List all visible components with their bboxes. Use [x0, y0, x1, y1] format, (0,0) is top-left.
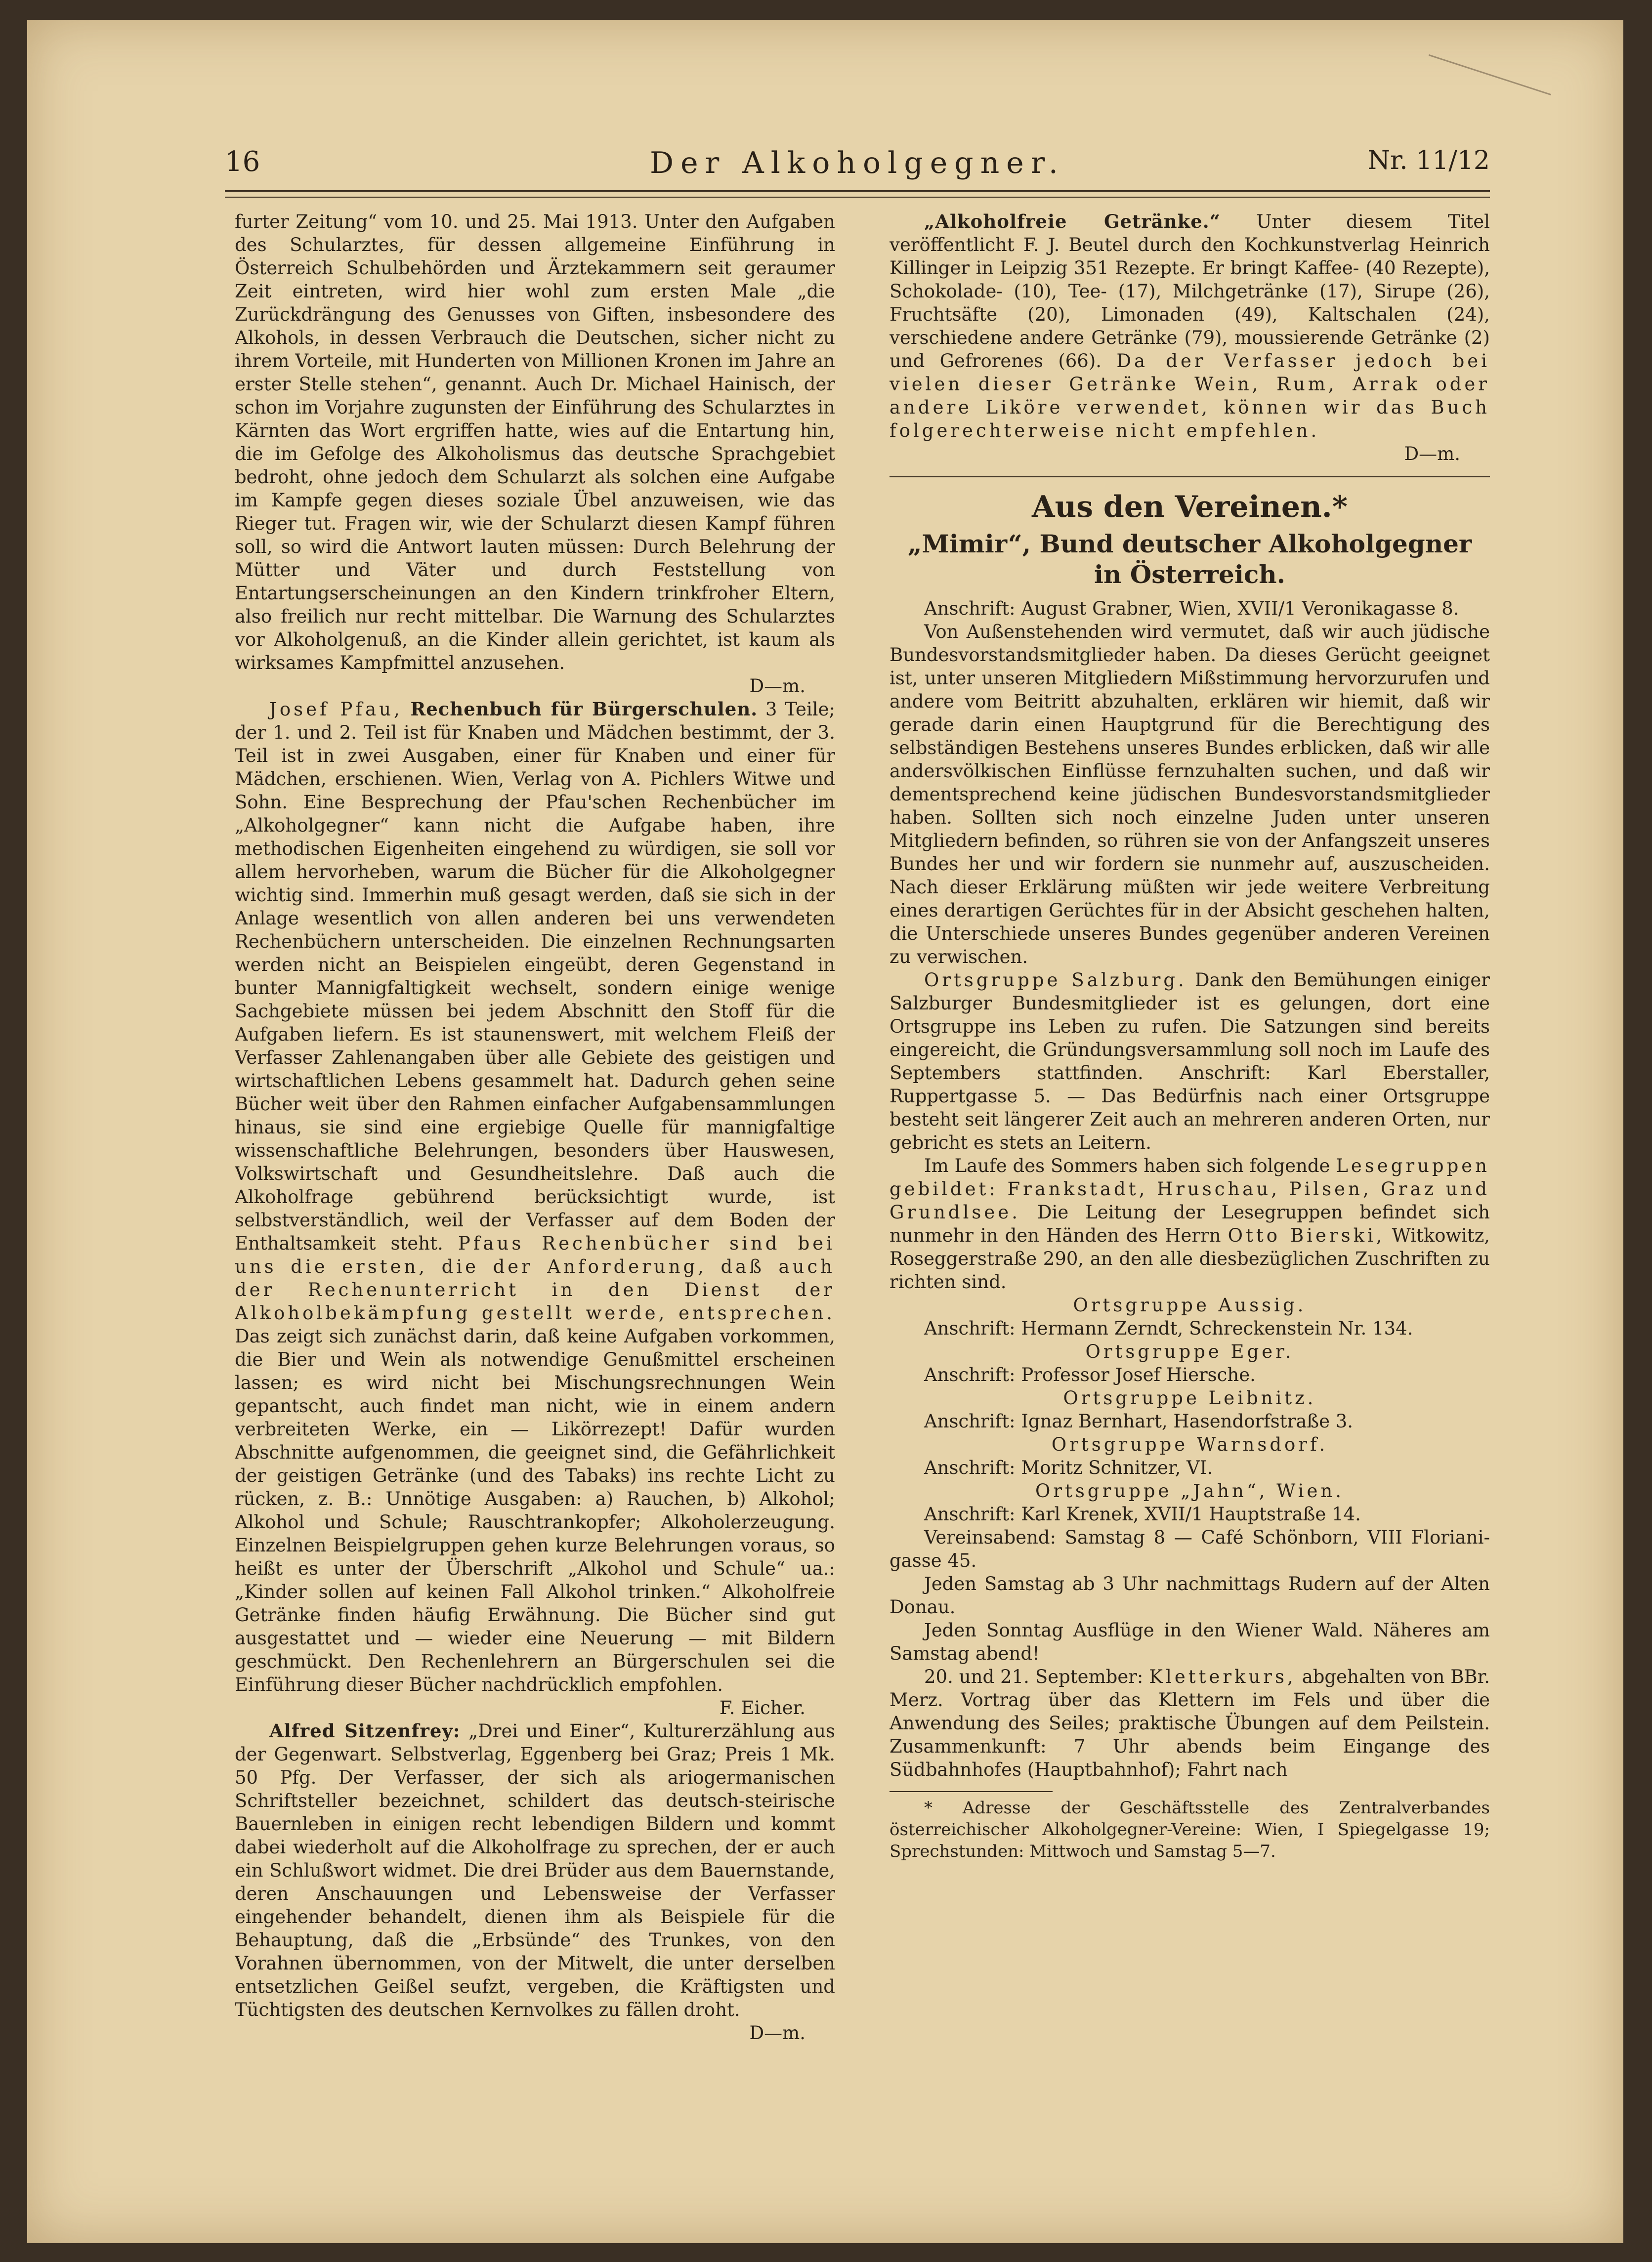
article-drei-und-einer: Alfred Sitzenfrey: „Drei und Einer“, Kulturerzählung aus der Gegenwart. Selbstverlag, Eggenberg bei Graz; Preis 1 Mk. 50 Pfg. Der Verfasser, der sich als ariogermanischen Schriftsteller bezeichnet, schildert das deutsch-steirische Bauernleben in einigen recht lebendigen Bildern und kommt dabei wiederholt auf die Alkoholfrage zu sprechen, der er auch ein Schlußwort widmet. Die drei Brüder aus dem Bauernstande, deren Anschauungen und Lebensweise der Verfasser eingehender behandelt, dienen ihm als Beispiele für die Behauptung, daß die „Erbsünde“ des Trunkes, von den Vorahnen übernommen, von der Mitwelt, die unter derselben entsetzlichen Geißel seufzt, vergeben, die Kräftigsten und Tüchtigsten des deutschen Kernvolkes zu fällen droht.: [235, 1720, 835, 2020]
right-column: [890, 210, 1490, 2137]
signature: D—m.: [1404, 443, 1460, 464]
review-book-title: Rechenbuch für Bürgerschulen.: [410, 698, 758, 720]
review-author: Josef Pfau,: [269, 699, 403, 720]
newspaper-page: [27, 20, 1623, 2243]
signature: D—m.: [749, 675, 805, 697]
ortsgruppe-address: Anschrift: Ignaz Bernhart, Hasendorfstraße 3.: [924, 1411, 1354, 1432]
ortsgruppe-salzburg: Ortsgruppe Salzburg. Dank den Bemühungen einiger Salzburger Bundesmitglieder ist es gelungen, dort eine Ortsgruppe ins Leben zu rufen. Die Satzungen sind bereits eingereicht, die Gründungsversammlung soll noch im Laufe des Septembers stattfinden. Anschrift: Karl Eberstaller, Ruppertgasse 5. — Das Bedürfnis nach einer Ortsgruppe besteht seit längerer Zeit auch an mehreren anderen Orten, nur gebricht es stets an Leitern.: [890, 969, 1490, 1153]
ortsgruppe-heading: Ortsgruppe Warnsdorf.: [1051, 1434, 1328, 1455]
rudern: Jeden Samstag ab 3 Uhr nachmittags Rudern auf der Alten Donau.: [890, 1573, 1490, 1618]
ortsgruppe-address: Anschrift: Karl Krenek, XVII/1 Hauptstraße 14.: [924, 1504, 1361, 1525]
article-schularzt: furter Zeitung“ vom 10. und 25. Mai 1913. Unter den Aufgaben des Schularztes, für dessen allgemeine Einführung in Österreich Schulbehörden und Ärztekammern seit geraumer Zeit eintreten, wird hier wohl zum ersten Male „die Zurückdrängung des Genusses von Giften, insbesondere des Alkohols, in dessen Verbrauch die Deutschen, sicher nicht zu ihrem Vorteile, mit Hunderten von Millionen Kronen im Jahre an erster Stelle stehen“, genannt. Auch Dr. Michael Hainisch, der schon im Vorjahre zugunsten der Einführung des Schularztes in Kärnten das Wort ergriffen hatte, wies auf die Entartung hin, die im Gefolge des Alkoholismus das deutsche Sprachgebiet bedroht, ohne jedoch dem Schularzt als solchen eine Aufgabe im Kampfe gegen dieses soziale Übel anzuweisen, wie das Rieger tut. Fragen wir, wie der Schularzt diesen Kampf führen soll, so wird die Antwort lauten müssen: Durch Belehrung der Mütter und Väter und durch Feststellung von Entartungserscheinungen an den Kindern trinkfroher Eltern, also freilich nur recht mittelbar. Die Warnung des Schularztes vor Alkoholgenuß, an die Kinder allein gerichtet, ist kaum als wirksames Kampfmittel anzusehen.: [235, 211, 835, 673]
ortsgruppe-heading: Ortsgruppe „Jahn“, Wien.: [1035, 1480, 1344, 1502]
footnote-rule: [890, 1791, 1053, 1792]
ortsgruppe-heading: Ortsgruppe Leibnitz.: [1063, 1387, 1316, 1409]
journal-title: Der Alkoholgegner.: [650, 146, 1065, 180]
review-author: Alfred Sitzenfrey:: [269, 1720, 461, 1742]
header-rule: [225, 190, 1490, 192]
section-title: Aus den Vereinen.*: [1032, 490, 1348, 524]
article-alkoholfreie-getraenke: „Alkoholfreie Getränke.“ Unter diesem Titel veröffentlicht F. J. Beutel durch den Kochkunstverlag Heinrich Killinger in Leipzig 351 Rezepte. Er bringt Kaffee- (40 Rezepte), Schokolade- (10), Tee- (17), Milchgetränke (17), Sirupe (26), Fruchtsäfte (20), Limonaden (49), Kaltschalen (24), verschiedene andere Getränke (79), moussierende Getränke (2) und Gefrorenes (66). Da der Verfasser jedoch bei vielen dieser Getränke Wein, Rum, Arrak oder andere Liköre verwendet, können wir das Buch folgerechterweise nicht empfehlen.: [890, 210, 1490, 441]
signature: F. Eicher.: [719, 1697, 805, 1718]
ortsgruppe-address: Anschrift: Hermann Zerndt, Schreckenstein Nr. 134.: [924, 1318, 1413, 1339]
page-number: 16: [225, 146, 260, 178]
left-column: [235, 210, 835, 2137]
lesegruppen: Im Laufe des Sommers haben sich folgende Lesegruppen gebildet: Frankstadt, Hruschau, Pilsen, Graz und Grundlsee. Die Leitung der Lesegruppen befindet sich nunmehr in den Händen des Herrn Otto Bierski, Witkowitz, Roseggerstraße 290, an den alle diesbezüglichen Zuschriften zu richten sind.: [890, 1155, 1490, 1293]
bund-address: Anschrift: August Grabner, Wien, XVII/1 Veronikagasse 8.: [924, 598, 1459, 619]
ausfluege: Jeden Sonntag Ausflüge in den Wiener Wald. Näheres am Samstag abend!: [890, 1620, 1490, 1664]
section-divider: [890, 476, 1490, 477]
vereinsabend: Vereinsabend: Samstag 8 — Café Schönborn, VIII Florianigasse 45.: [890, 1527, 1490, 1571]
scan-mark: [1429, 54, 1551, 95]
signature: D—m.: [749, 2022, 805, 2044]
kletterkurs: 20. und 21. September: Kletterkurs, abgehalten von BBr. Merz. Vortrag über das Klettern im Fels und über die Anwendung des Seiles; praktische Übungen auf dem Peilstein. Zusammenkunft: 7 Uhr abends beim Eingange des Südbahnhofes (Hauptbahnhof); Fahrt nach: [890, 1666, 1490, 1780]
bund-statement: Von Außenstehenden wird vermutet, daß wir auch jüdische Bundesvorstandsmitglieder haben. Da dieses Gerücht geeignet ist, unter unseren Mitgliedern Mißstimmung hervorzurufen und andere vom Beitritt abzuhalten, erklären wir hiemit, daß wir gerade darin einen Hauptgrund für die Berechtigung des selbständigen Bestehens unseres Bundes erblicken, daß wir alle andersvölkischen Einflüsse fernzuhalten suchen, und daß wir dementsprechend keine jüdischen Bundesvorstandsmitglieder haben. Sollten sich noch einzelne Juden unter unseren Mitgliedern befinden, so rühren sie von der Anfangszeit unseres Bundes her und wir fordern sie nunmehr auf, auszuscheiden. Nach dieser Erklärung müßten wir jede weitere Verbreitung eines derartigen Gerüchtes für in der Absicht geschehen halten, die Unterschiede unseres Bundes gegenüber anderen Vereinen zu verwischen.: [890, 621, 1490, 967]
issue-number: Nr. 11/12: [1367, 146, 1490, 175]
footnote: * Adresse der Geschäftsstelle des Zentralverbandes österreichischer Alkoholgegner-Vereine: Wien, I Spiegelgasse 19; Sprechstunden: Mittwoch und Samstag 5—7.: [890, 1798, 1490, 1861]
page-header: [225, 146, 1490, 185]
article-rechenbuch: Josef Pfau, Rechenbuch für Bürgerschulen. 3 Teile; der 1. und 2. Teil ist für Knaben und Mädchen bestimmt, der 3. Teil ist in zwei Ausgaben, einer für Knaben und einer für Mädchen, erschienen. Wien, Verlag von A. Pichlers Witwe und Sohn. Eine Besprechung der Pfau'schen Rechenbücher im „Alkoholgegner“ kann nicht die Aufgabe haben, ihre methodischen Eigenheiten eingehend zu würdigen, sie soll vor allem hervorheben, warum die Bücher für die Alkoholgegner wichtig sind. Immerhin muß gesagt werden, daß sie sich in der Anlage wesentlich von allen anderen bei uns verwendeten Rechenbüchern unterscheiden. Die einzelnen Rechnungsarten werden nicht an Beispielen eingeübt, deren Gegenstand in bunter Mannigfaltigkeit wechselt, sondern einige wenige Sachgebiete müssen bei jedem Abschnitt den Stoff für die Aufgaben liefern. Es ist staunenswert, mit welchem Fleiß der Verfasser Zahlenangaben über alle Gebiete des geistigen und wirtschaftlichen Lebens gesammelt hat. Dadurch gehen seine Bücher weit über den Rahmen einfacher Aufgabensammlungen hinaus, sie sind eine ergiebige Quelle für mannigfaltige wissenschaftliche Belehrungen, besonders über Hauswesen, Volkswirtschaft und Gesundheitslehre. Daß auch die Alkoholfrage gebührend berücksichtigt wurde, ist selbstverständlich, weil der Verfasser auf dem Boden der Enthaltsamkeit steht. Pfaus Rechenbücher sind bei uns die ersten, die der Anforderung, daß auch der Rechenunterricht in den Dienst der Alkoholbekämpfung gestellt werde, entsprechen. Das zeigt sich zunächst darin, daß keine Aufgaben vorkommen, die Bier und Wein als notwendige Genußmittel erscheinen lassen; es wird nicht bei Mischungsrechnungen Wein gepantscht, auch findet man nicht, wie in einem andern verbreiteten Werke, ein — Likörrezept! Dafür wurden Abschnitte aufgenommen, die geeignet sind, die Gefährlichkeit der geistigen Getränke (und des Tabaks) ins rechte Licht zu rücken, z. B.: Unnötige Ausgaben: a) Rauchen, b) Alkohol; Alkohol und Schule; Rauschtrankopfer; Alkoholerzeugung. Einzelnen Beispielgruppen gehen kurze Belehrungen voraus, so heißt es unter der Überschrift „Alkohol und Schule“ ua.: „Kinder sollen auf keinen Fall Alkohol trinken.“ Alkoholfreie Getränke finden häufig Erwähnung. Die Bücher sind gut ausgestattet und — wieder eine Neuerung — mit Bildern geschmückt. Den Rechenlehrern an Bürgerschulen sei die Einführung dieser Bücher nachdrücklich empfohlen.: [235, 698, 835, 1695]
section-subtitle: „Mimir“, Bund deutscher Alkoholgegner in Österreich.: [907, 529, 1472, 589]
ortsgruppe-heading: Ortsgruppe Eger.: [1085, 1341, 1294, 1362]
ortsgruppe-heading: Ortsgruppe Aussig.: [1073, 1295, 1307, 1316]
header-rule-thin: [225, 197, 1490, 198]
ortsgruppe-address: Anschrift: Moritz Schnitzer, VI.: [924, 1457, 1213, 1478]
review-book-title: „Alkoholfreie Getränke.“: [924, 210, 1221, 232]
ortsgruppe-address: Anschrift: Professor Josef Hiersche.: [924, 1364, 1256, 1385]
